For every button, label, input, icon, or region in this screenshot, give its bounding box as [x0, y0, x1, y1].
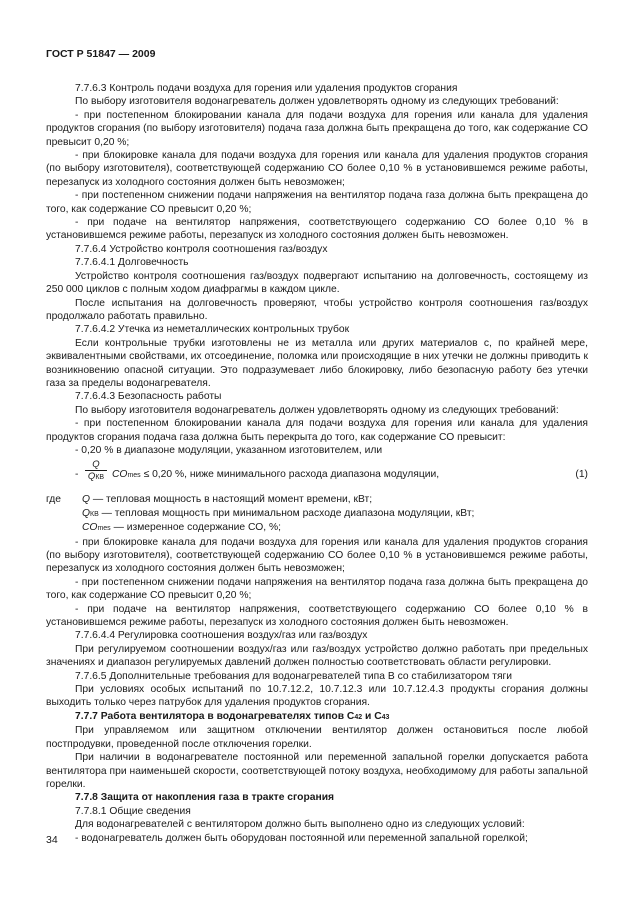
var-qkv-subscript: КВ [90, 510, 99, 518]
definition-qkv-text: — тепловая мощность при минимальном расходе диапазона модуляции, кВт; [101, 507, 475, 519]
list-item: - 0,20 % в диапазоне модуляции, указанном изготовителем, или [75, 444, 383, 456]
definition-co [82, 521, 588, 535]
formula-numerator: Q [85, 459, 107, 471]
paragraph: Для водонагревателей с вентилятором должно быть выполнено одно из следующих условий: [75, 819, 525, 831]
formula-dash: - [75, 469, 79, 481]
formula-denominator [85, 471, 107, 483]
definition-co-text: — измеренное содержание СО, %; [113, 522, 281, 534]
section-heading-bold [46, 710, 588, 724]
list-item: - водонагреватель должен быть оборудован постоянной или переменной запальной горелкой; [75, 832, 528, 844]
where-label: где [46, 494, 62, 506]
section-heading: 7.7.6.4.2 Утечка из неметаллических контрольных трубок [75, 324, 350, 336]
section-heading: 7.7.6.4.1 Долговечность [75, 257, 189, 269]
document-body [46, 82, 588, 845]
list-item: - при подаче на вентилятор напряжения, соответствующего содержанию СО более 0,10 % в установившемся режиме работы, перезапуск из холодного состояния должен быть невозможен. [46, 217, 588, 242]
definitions [46, 493, 588, 535]
document-header: ГОСТ Р 51847 — 2009 [46, 48, 156, 60]
heading-777-conj: и С [362, 710, 382, 722]
formula-1 [46, 459, 588, 489]
co-var: CO [112, 469, 128, 481]
formula-expression [112, 468, 439, 482]
paragraph: При условиях особых испытаний по 10.7.12.2, 10.7.12.3 или 10.7.12.4.3 продукты сгорания должны выходить только через патрубок для удаления продуктов сгорания. [46, 684, 588, 709]
paragraph: При регулируемом соотношении воздух/газ или газ/воздух устройство должно работать при предельных значениях и диапазон регулируемых давлений должен полностью соответствовать области регулировки. [46, 643, 588, 669]
section-heading: 7.7.6.5 Дополнительные требования для водонагревателей типа В со стабилизатором тяги [75, 670, 513, 682]
list-item: - при блокировке канала для подачи воздуха для горения или канала для удаления продуктов сгорания (по выбору изготовителя), соответствующей содержанию СО более 0,10 % в установившемся режиме работы, перезапуск из холодного состояния должен быть невозможен; [46, 150, 588, 188]
var-co-subscript: mes [97, 525, 111, 533]
page-number: 34 [46, 834, 58, 846]
list-item: - при блокировке канала для подачи воздуха для горения или канала для удаления продуктов сгорания (по выбору изготовителя), соответствующей содержанию СО более 0,10 % в установившемся режиме работы, перезапуск из холодного состояния должен быть невозможен; [46, 536, 588, 575]
definition-qkv [82, 507, 588, 521]
list-item: - при постепенном блокировании канала для подачи воздуха для горения или канала для удаления продуктов сгорания (по выбору изготовителя) подача газа должна быть прекращена до того, как содержание СО превысит 0,20 %; [46, 109, 588, 148]
var-qkv: Q [82, 507, 91, 519]
list-item: - при подаче на вентилятор напряжения, соответствующего содержанию СО более 0,10 % в установившемся режиме работы, перезапуск из холодного состояния должен быть невозможен. [46, 603, 588, 629]
list-item: - при постепенном снижении подачи напряжения на вентилятор подача газа должна быть прекращена до того, как содержание СО превысит 0,20 %; [46, 190, 588, 215]
heading-777-text: 7.7.7 Работа вентилятора в водонагревателях типов С [75, 710, 355, 722]
heading-777-sub1: 42 [354, 713, 363, 721]
section-heading: 7.7.6.3 Контроль подачи воздуха для горения или удаления продуктов сгорания [75, 83, 458, 94]
paragraph: После испытания на долговечность проверяют, чтобы устройство контроля соотношения газ/воздух продолжало работать правильно. [46, 297, 588, 322]
paragraph: Если контрольные трубки изготовлены не из металла или других материалов с, по крайней мере, эквивалентными свойствами, их отсоединение, поломка или происходящие в них утечки не должны приводить к возникновению опасной ситуации. Это подразумевает либо блокировку, либо безопасную работу без утечки газа за пределы водонагревателя. [46, 337, 588, 389]
paragraph: По выбору изготовителя водонагреватель должен удовлетворять одному из следующих требований: [75, 96, 559, 108]
co-subscript: mes [127, 472, 141, 480]
list-item: - при постепенном снижении подачи напряжения на вентилятор подача газа должна быть прекращена до того, как содержание СО превысит 0,20 %; [46, 576, 588, 602]
definition-q [82, 493, 588, 506]
section-heading: 7.7.6.4.4 Регулировка соотношения воздух/газ или газ/воздух [75, 630, 368, 642]
definition-row [46, 493, 588, 506]
paragraph: При управляемом или защитном отключении вентилятор должен остановиться после любой постпродувки, проведенной после отключения горелки. [46, 725, 588, 750]
section-heading: 7.7.8.1 Общие сведения [75, 805, 191, 817]
var-q: Q [82, 494, 91, 506]
formula-fraction [85, 459, 107, 483]
paragraph: Устройство контроля соотношения газ/воздух подвергают испытанию на долговечность, состоящему из 250 000 циклов с полным ходом диафрагмы в каждом цикле. [46, 270, 588, 296]
section-heading: 7.7.6.4.3 Безопасность работы [75, 391, 222, 403]
formula-number: (1) [575, 469, 588, 481]
paragraph: По выбору изготовителя водонагреватель должен удовлетворять одному из следующих требований: [75, 404, 559, 416]
definition-q-text: — тепловая мощность в настоящий момент времени, кВт; [92, 494, 373, 506]
paragraph: При наличии в водонагревателе постоянной или переменной запальной горелки допускается работа вентилятора при наименьшей скорости, соответствующей потоку воздуха, необходимому для работы запальной горелки. [46, 752, 588, 790]
list-item: - при постепенном блокировании канала для подачи воздуха для горения или канала для удаления продуктов сгорания подача газа должна быть перекрыта до того, как содержание СО превысит: [46, 418, 588, 443]
denominator-var: Q [87, 471, 96, 483]
section-heading: 7.7.6.4 Устройство контроля соотношения газ/воздух [75, 243, 328, 255]
section-heading-bold: 7.7.8 Защита от накопления газа в тракте сгорания [75, 792, 335, 804]
denominator-subscript: КВ [95, 474, 105, 482]
formula-rest: ≤ 0,20 %, ниже минимального расхода диапазона модуляции, [143, 469, 440, 481]
var-co: CO [82, 522, 98, 534]
heading-777-sub2: 43 [381, 713, 390, 721]
